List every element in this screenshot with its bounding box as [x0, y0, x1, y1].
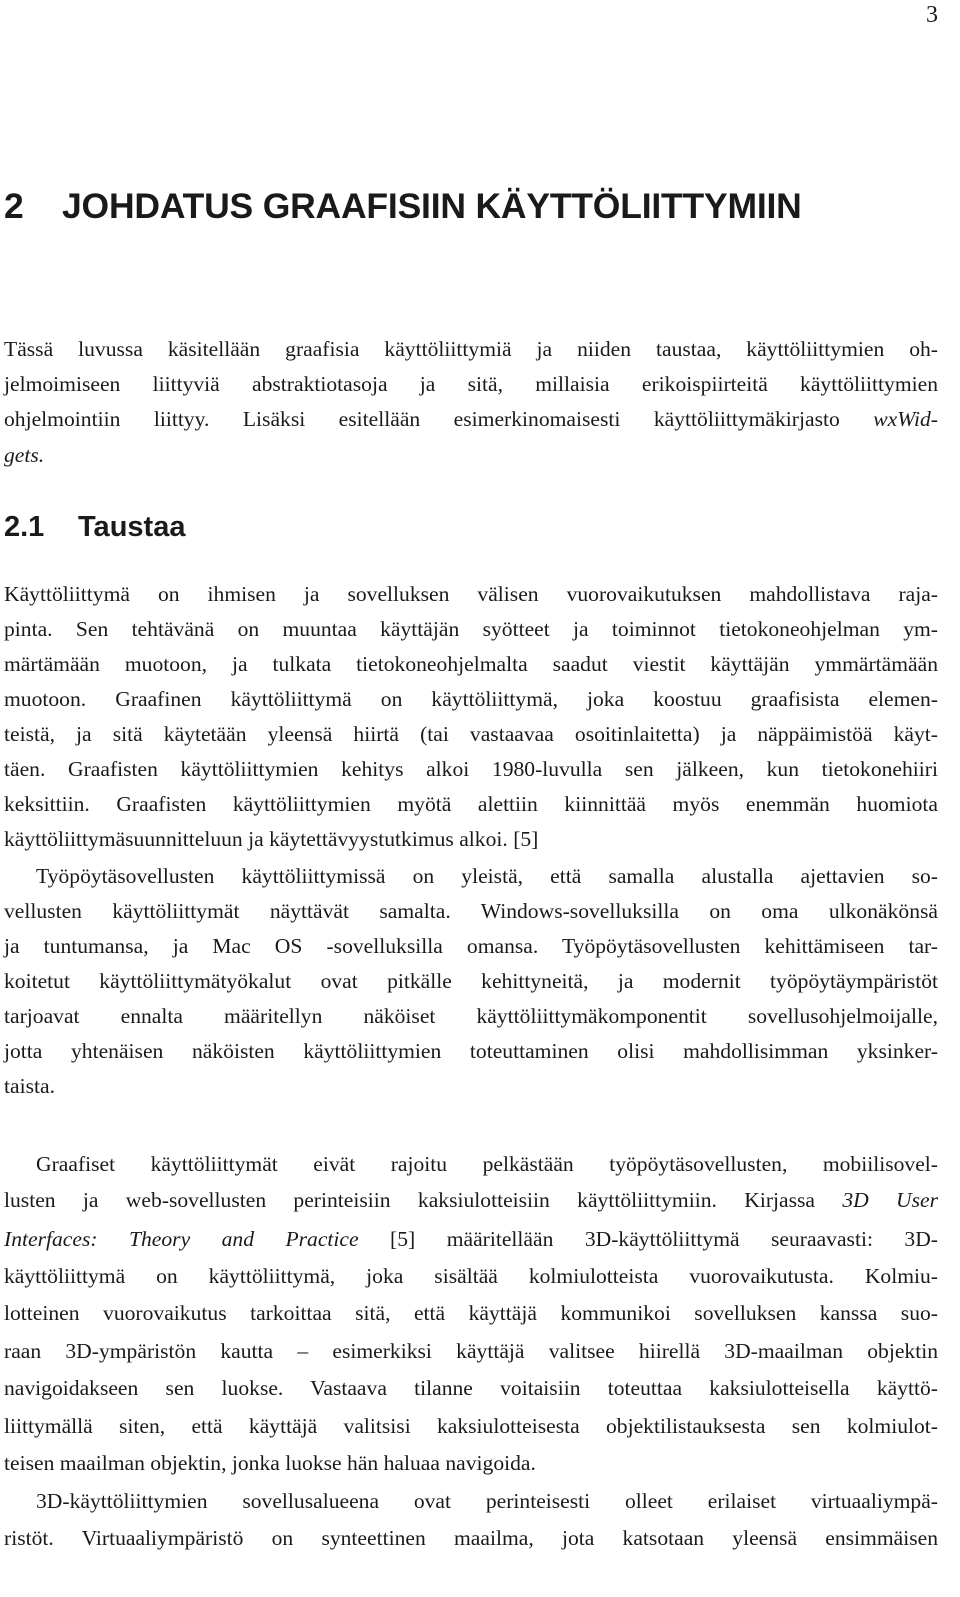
section-number: 2.1 — [4, 511, 45, 543]
text-line: navigoidakseen sen luokse. Vastaava tilanne voitaisiin toteuttaa kaksiulotteisella käyttö- — [4, 1376, 938, 1400]
text-line: märtämään muotoon, ja tulkata tietokoneohjelmalta saadut viestit käyttäjän ymmärtämään — [4, 652, 938, 676]
text-line — [4, 443, 44, 477]
text-line: muotoon. Graafinen käyttöliittymä on käyttöliittymä, joka koostuu graafisista elemen- — [4, 687, 938, 711]
text-line — [4, 1188, 938, 1222]
book-title: 3D User — [842, 1188, 939, 1212]
text-line: jelmoimiseen liittyviä abstraktiotasoja ja sitä, millaisia erikoispiirteitä käyttöliittymien — [4, 372, 938, 396]
text-line: liittymällä siten, että käyttäjä valitsisi kaksiulotteisesta objektilistauksesta sen kolmiulot- — [4, 1414, 938, 1438]
text-line: Käyttöliittymä on ihmisen ja sovelluksen välisen vuorovaikutuksen mahdollistava raja- — [4, 582, 938, 606]
page-number: 3 — [926, 2, 938, 28]
text-line: taista. — [4, 1074, 55, 1098]
text-line: koitetut käyttöliittymätyökalut ovat pitkälle kehittyneitä, ja modernit työpöytäympäristöt — [4, 969, 938, 993]
text-line — [4, 407, 938, 441]
text-line: vellusten käyttöliittymät näyttävät samalta. Windows-sovelluksilla on oma ulkonäkönsä — [4, 899, 938, 923]
text-line: teistä, ja sitä käytetään yleensä hiirtä (tai vastaavaa osoitinlaitetta) ja näppäimistöä käyt- — [4, 722, 938, 746]
text-line: käyttöliittymäsuunnitteluun ja käytettävyystutkimus alkoi. [5] — [4, 827, 539, 851]
text-line: ristöt. Virtuaaliympäristö on synteettinen maailma, jota katsotaan yleensä ensimmäisen — [4, 1526, 938, 1550]
text-line: käyttöliittymä on käyttöliittymä, joka sisältää kolmiulotteista vuorovaikutusta. Kolmiu- — [4, 1264, 938, 1288]
library-name: wxWid- — [873, 407, 938, 431]
text-line: pinta. Sen tehtävänä on muuntaa käyttäjän syötteet ja toiminnot tietokoneohjelman ym- — [4, 617, 938, 641]
section-title — [4, 511, 185, 544]
text-line: täen. Graafisten käyttöliittymien kehitys alkoi 1980-luvulla sen jälkeen, kun tietokonehiiri — [4, 757, 938, 781]
text-line: keksittiin. Graafisten käyttöliittymien myötä alettiin kiinnittää myös enemmän huomiota — [4, 792, 938, 816]
text-span: ohjelmointiin liittyy. Lisäksi esitellään esimerkinomaisesti käyttöliittymäkirjasto — [4, 407, 874, 431]
text-span: lusten ja web-sovellusten perinteisiin kaksiulotteisiin käyttöliittymiin. Kirjassa — [4, 1188, 843, 1212]
text-line: raan 3D-ympäristön kautta – esimerkiksi käyttäjä valitsee hiirellä 3D-maailman objektin — [4, 1339, 938, 1363]
chapter-number: 2 — [4, 186, 24, 226]
library-name-cont: gets. — [4, 443, 45, 467]
text-line: Graafiset käyttöliittymät eivät rajoitu pelkästään työpöytäsovellusten, mobiilisovel- — [36, 1152, 938, 1176]
text-line: teisen maailman objektin, jonka luokse hän haluaa navigoida. — [4, 1451, 536, 1475]
text-line — [4, 1227, 938, 1261]
text-line: Tässä luvussa käsitellään graafisia käyttöliittymiä ja niiden taustaa, käyttöliittymien oh- — [4, 337, 938, 361]
text-line: 3D-käyttöliittymien sovellusalueena ovat perinteisesti olleet erilaiset virtuaaliympä- — [36, 1489, 938, 1513]
chapter-title-text: JOHDATUS GRAAFISIIN KÄYTTÖLIITTYMIIN — [62, 186, 802, 226]
text-line: lotteinen vuorovaikutus tarkoittaa sitä, että käyttäjä kommunikoi sovelluksen kanssa suo- — [4, 1301, 938, 1325]
text-line: jotta yhtenäisen näköisten käyttöliittymien toteuttaminen olisi mahdollisimman yksinker- — [4, 1039, 938, 1063]
text-line: Työpöytäsovellusten käyttöliittymissä on yleistä, että samalla alustalla ajettavien so- — [36, 864, 938, 888]
text-span: [5] määritellään 3D-käyttöliittymä seuraavasti: 3D- — [358, 1227, 938, 1251]
section-title-text: Taustaa — [78, 511, 186, 543]
text-line: ja tuntumansa, ja Mac OS -sovelluksilla omansa. Työpöytäsovellusten kehittämiseen tar- — [4, 934, 938, 958]
text-line: tarjoavat ennalta määritellyn näköiset käyttöliittymäkomponentit sovellusohjelmoijalle, — [4, 1004, 938, 1028]
book-title-cont: Interfaces: Theory and Practice — [4, 1227, 359, 1251]
chapter-title — [4, 186, 802, 227]
